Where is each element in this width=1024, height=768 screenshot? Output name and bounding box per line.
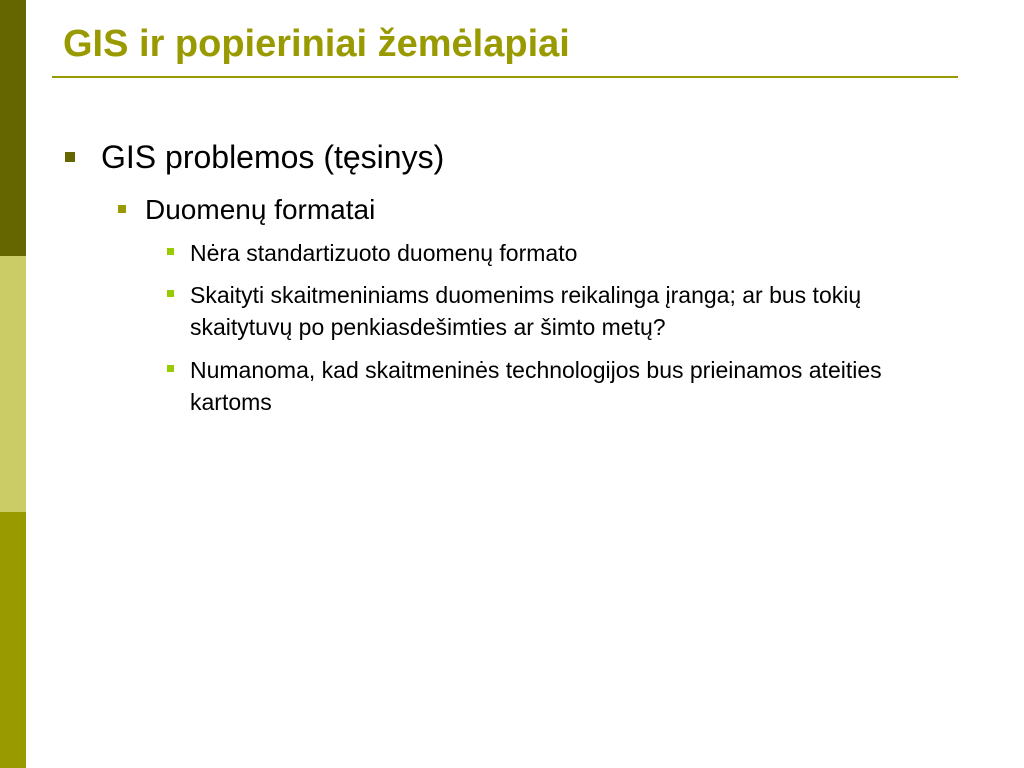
square-bullet-icon: [167, 365, 174, 372]
bullet-level3-text: Numanoma, kad skaitmeninės technologijos bus prieinamos ateities kartoms: [190, 357, 882, 415]
square-bullet-icon: [118, 205, 126, 213]
square-bullet-icon: [167, 248, 174, 255]
bullet-level3-text: Skaityti skaitmeniniams duomenims reikalinga įranga; ar bus tokių skaitytuvų po penkiasdešimties ar šimto metų?: [190, 282, 862, 340]
square-bullet-icon: [167, 290, 174, 297]
slide-title: GIS ir popieriniai žemėlapiai: [63, 23, 570, 65]
bullet-level3-text: Nėra standartizuoto duomenų formato: [190, 240, 578, 266]
bullet-level2-text: Duomenų formatai: [145, 194, 376, 225]
bullet-level1-text: GIS problemos (tęsinys): [101, 139, 445, 175]
square-bullet-icon: [65, 152, 75, 162]
